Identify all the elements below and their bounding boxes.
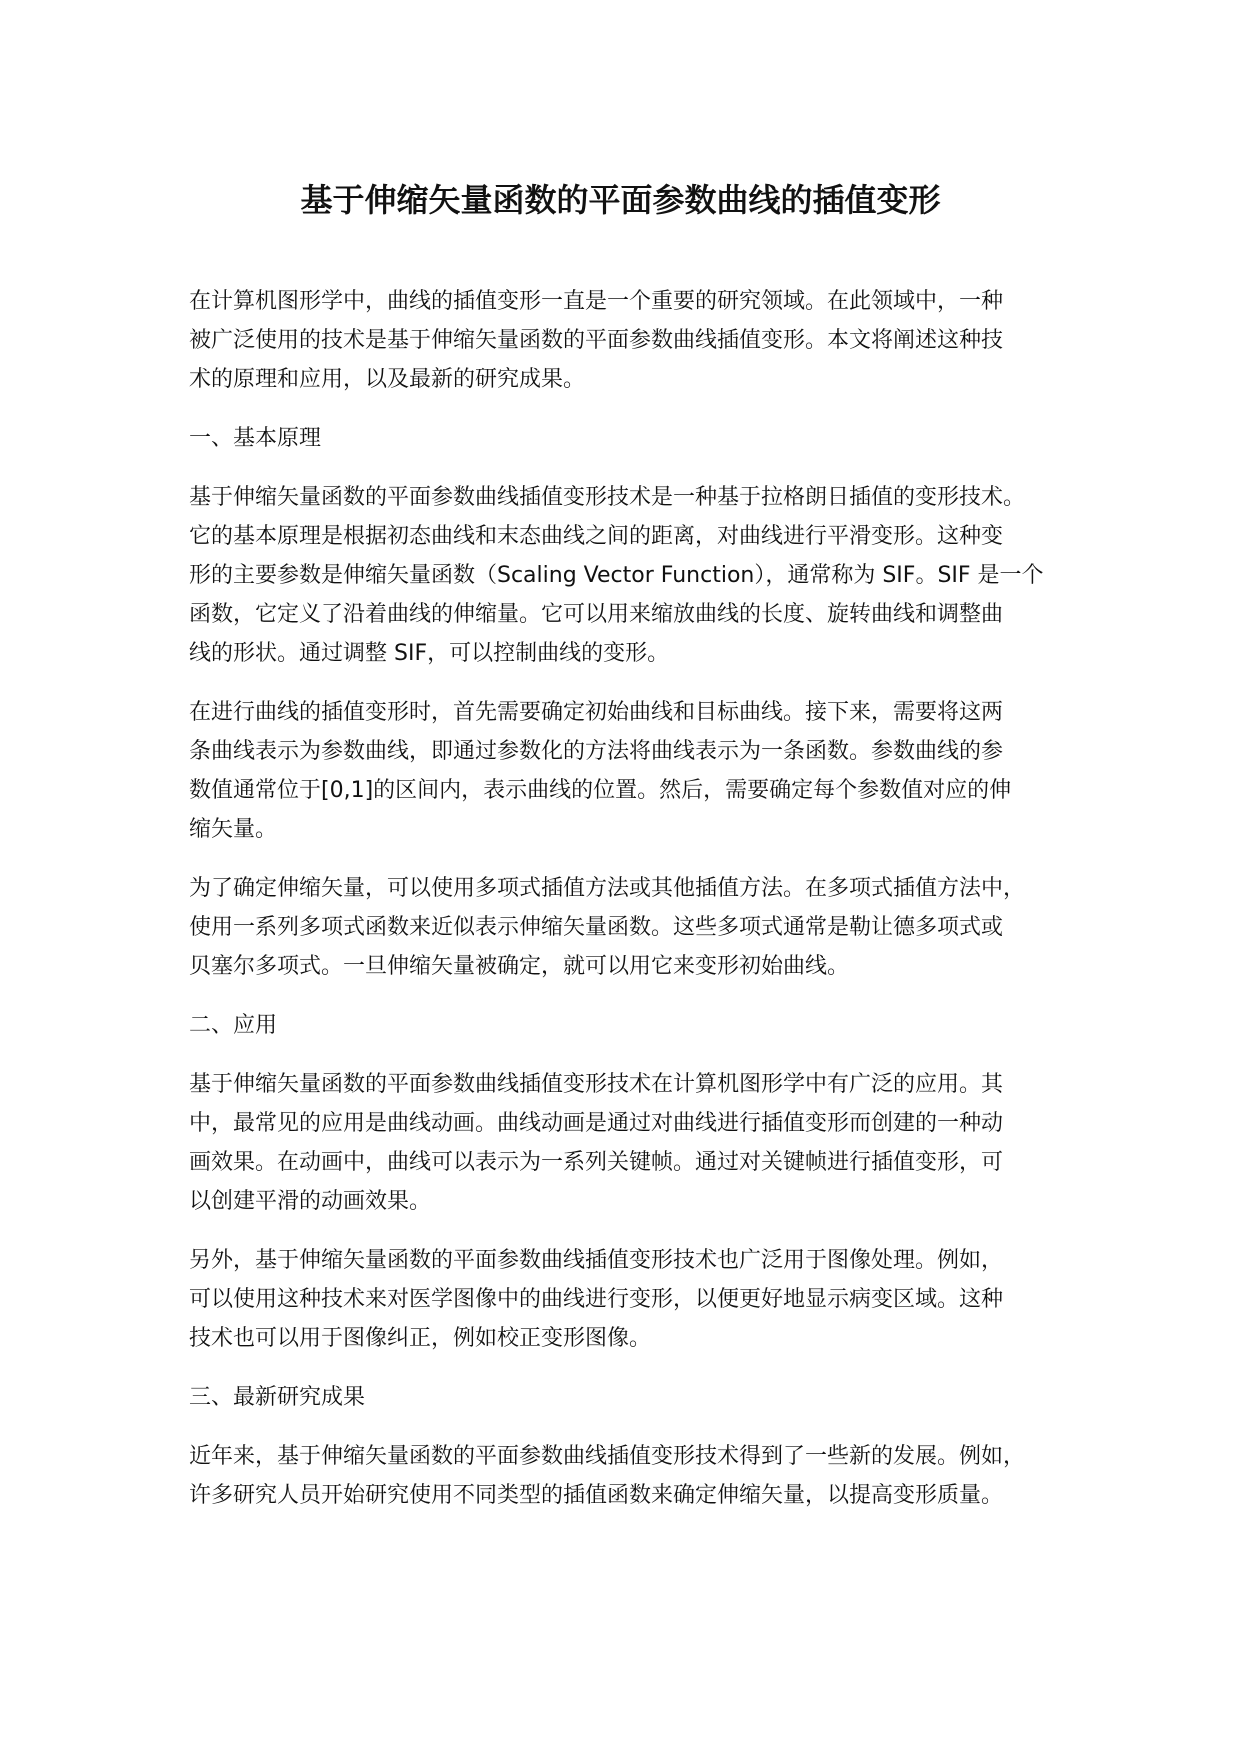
text-line: 术的原理和应用，以及最新的研究成果。 — [189, 367, 586, 392]
section-heading-applications: 二、应用 — [189, 1013, 278, 1038]
intro-paragraph — [189, 282, 1069, 399]
document-title: 基于伸缩矢量函数的平面参数曲线的插值变形 — [300, 181, 941, 219]
document-body — [189, 282, 1069, 1535]
section1-paragraph-1 — [189, 478, 1069, 673]
text-line: 画效果。在动画中，曲线可以表示为一系列关键帧。通过对关键帧进行插值变形，可 — [189, 1150, 1004, 1175]
text-line: 在进行曲线的插值变形时，首先需要确定初始曲线和目标曲线。接下来，需要将这两 — [189, 700, 1004, 725]
text-line: 缩矢量。 — [189, 817, 278, 842]
text-line: 使用一系列多项式函数来近似表示伸缩矢量函数。这些多项式通常是勒让德多项式或 — [189, 915, 1004, 940]
text-line: 技术也可以用于图像纠正，例如校正变形图像。 — [189, 1326, 652, 1351]
text-line: 它的基本原理是根据初态曲线和末态曲线之间的距离，对曲线进行平滑变形。这种变 — [189, 524, 1004, 549]
section1-paragraph-2 — [189, 693, 1069, 849]
text-line: 在计算机图形学中，曲线的插值变形一直是一个重要的研究领域。在此领域中，一种 — [189, 289, 1004, 314]
text-line: 中，最常见的应用是曲线动画。曲线动画是通过对曲线进行插值变形而创建的一种动 — [189, 1111, 1004, 1136]
text-line: 条曲线表示为参数曲线，即通过参数化的方法将曲线表示为一条函数。参数曲线的参 — [189, 739, 1004, 764]
section3-paragraph-1 — [189, 1437, 1069, 1515]
text-line: 可以使用这种技术来对医学图像中的曲线进行变形，以便更好地显示病变区域。这种 — [189, 1287, 1004, 1312]
section2-paragraph-2 — [189, 1241, 1069, 1358]
text-line: 线的形状。通过调整 SIF，可以控制曲线的变形。 — [189, 641, 670, 666]
section-heading-latest-research: 三、最新研究成果 — [189, 1385, 366, 1410]
text-line: 许多研究人员开始研究使用不同类型的插值函数来确定伸缩矢量，以提高变形质量。 — [189, 1483, 1004, 1508]
section-heading-basic-principle: 一、基本原理 — [189, 426, 322, 451]
text-line: 数值通常位于[0,1]的区间内，表示曲线的位置。然后，需要确定每个参数值对应的伸 — [189, 778, 1012, 803]
section1-paragraph-3 — [189, 869, 1069, 986]
text-line: 以创建平滑的动画效果。 — [189, 1189, 432, 1214]
text-line: 贝塞尔多项式。一旦伸缩矢量被确定，就可以用它来变形初始曲线。 — [189, 954, 850, 979]
text-line: 近年来，基于伸缩矢量函数的平面参数曲线插值变形技术得到了一些新的发展。例如， — [189, 1444, 1026, 1469]
text-line: 形的主要参数是伸缩矢量函数（Scaling Vector Function），通常称为 SIF。SIF 是一个 — [189, 563, 1044, 588]
text-line: 被广泛使用的技术是基于伸缩矢量函数的平面参数曲线插值变形。本文将阐述这种技 — [189, 328, 1004, 353]
text-line: 另外，基于伸缩矢量函数的平面参数曲线插值变形技术也广泛用于图像处理。例如， — [189, 1248, 1004, 1273]
section2-paragraph-1 — [189, 1065, 1069, 1221]
text-line: 为了确定伸缩矢量，可以使用多项式插值方法或其他插值方法。在多项式插值方法中， — [189, 876, 1026, 901]
text-line: 函数，它定义了沿着曲线的伸缩量。它可以用来缩放曲线的长度、旋转曲线和调整曲 — [189, 602, 1004, 627]
text-line: 基于伸缩矢量函数的平面参数曲线插值变形技术在计算机图形学中有广泛的应用。其 — [189, 1072, 1004, 1097]
text-line: 基于伸缩矢量函数的平面参数曲线插值变形技术是一种基于拉格朗日插值的变形技术。 — [189, 485, 1026, 510]
